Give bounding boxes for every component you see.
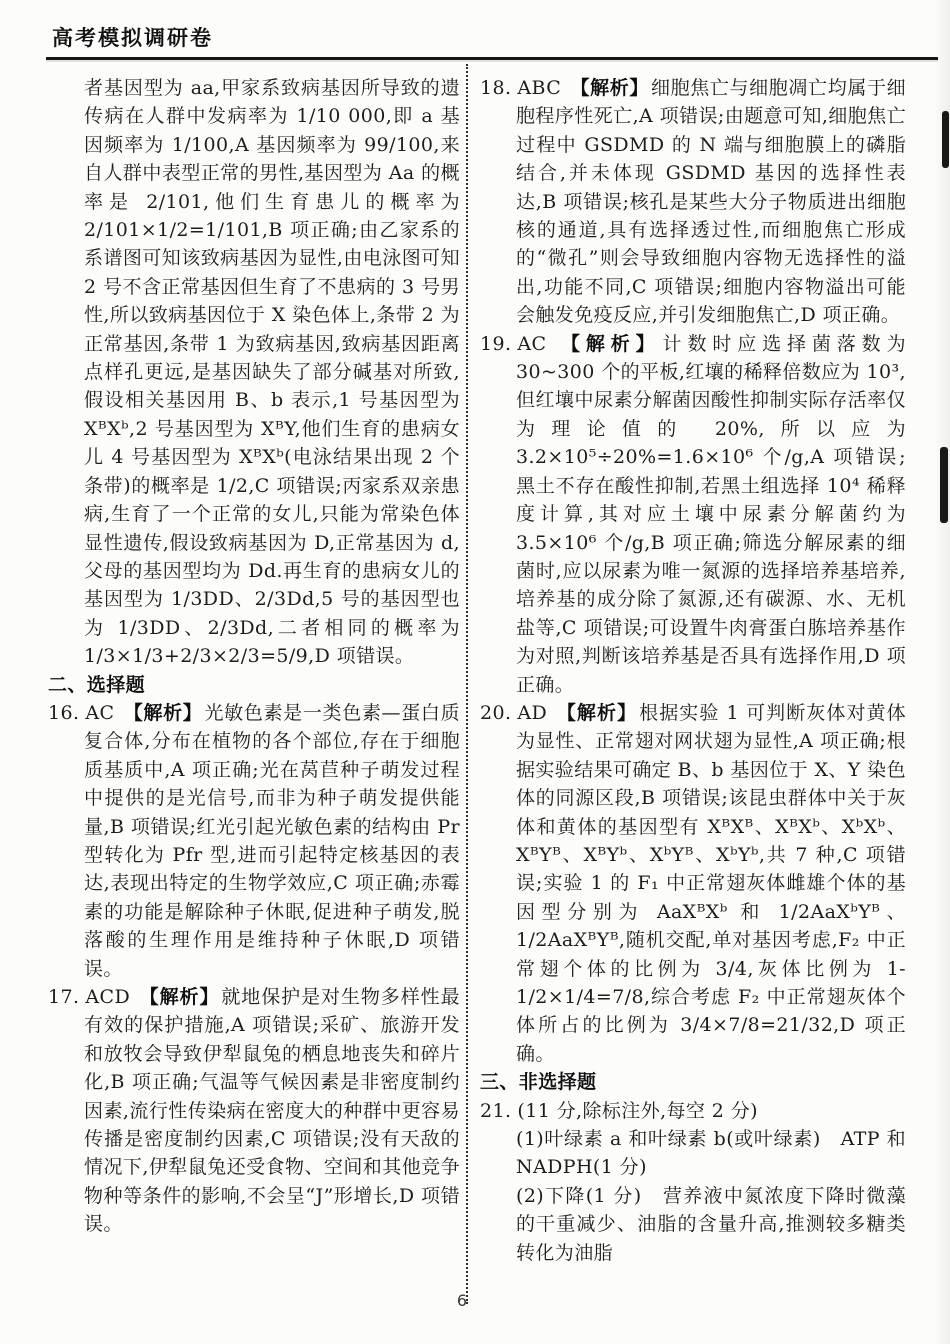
answer-item-20 (480, 699, 906, 1068)
section-title-non-choice-questions: 三、非选择题 (480, 1071, 597, 1094)
item-answer: ACD (85, 986, 131, 1008)
item-analysis-text: 根据实验 1 可判断灰体对黄体为显性、正常翅对网状翅为显性,A 项正确;根据实验结果可确定 B、b 基因位于 X、Y 染色体的同源区段,B 项错误;该昆虫群体中关于灰体和黄体的基因型有 XᴮXᴮ、XᴮXᵇ、XᵇXᵇ、XᴮYᴮ、XᴮYᵇ、XᵇYᴮ、XᵇYᵇ,共 7 种,C 项错误;实验 1 的 F₁ 中正常翅灰体雌雄个体的基因型分别为 AaXᴮXᵇ 和 1/2AaXᵇYᴮ、1/2AaXᴮYᴮ,随机交配,单对基因考虑,F₂ 中正常翅个体的比例为 3/4,灰体比例为 1-1/2×1/4=7/8,综合考虑 F₂ 中正常翅灰体个体所占的比例为 3/4×7/8=21/32,D 项正确。 (516, 701, 906, 1065)
column-divider (466, 64, 468, 1304)
analysis-tag: 【解析】 (555, 332, 661, 355)
answer-item-17 (48, 983, 460, 1239)
analysis-tag: 【解析】 (123, 701, 203, 724)
item-number: 19. (480, 332, 512, 355)
item-21-blank-1: (1)叶绿素 a 和叶绿素 b(或叶绿素) ATP 和 NADPH(1 分) (516, 1128, 906, 1179)
page-number-text: 6 (456, 1291, 468, 1310)
item-answer: ABC (517, 77, 562, 99)
item-number: 21. (480, 1099, 512, 1122)
item-answer: AC (85, 701, 115, 724)
section-title-choice-questions: 二、选择题 (48, 673, 146, 696)
item-number: 18. (480, 77, 512, 99)
header-rule (46, 57, 938, 60)
item-21-header (480, 1097, 906, 1125)
item-answer: AC (517, 332, 547, 355)
answer-continuation-paragraph: 者基因型为 aa,甲家系致病基因所导致的遗传病在人群中发病率为 1/10 000,即 a 基因频率为 1/100,A 基因频率为 99/100,来自人群中表型正常的男性,基因型为 Aa 的概率是 2/101,他们生育患儿的概率为 2/101×1/2=1/101,B 项正确;由乙家系的系谱图可知该致病基因为显性,由电泳图可知 2 号不含正常基因但生育了不患病的 3 号男性,所以致病基因位于 X 染色体上,条带 2 为正常基因,条带 1 为致病基因,致病基因距离点样孔更远,是基因缺失了部分碱基对所致,假设相关基因用 B、b 表示,1 号基因型为 XᴮXᵇ,2 号基因型为 XᴮY,他们生育的患病女儿 4 号基因型为 XᴮXᵇ(电泳结果出现 2 个条带)的概率是 1/2,C 项错误;丙家系双亲患病,生育了一个正常的女儿,只能为常染色体显性遗传,假设致病基因为 D,正常基因为 d,父母的基因型均为 Dd.再生育的患病女儿的基因型为 1/3DD、2/3Dd,5 号的基因型也为 1/3DD、2/3Dd,二者相同的概率为 1/3×1/3+2/3×2/3=5/9,D 项错误。 (84, 77, 460, 668)
item-21-blank-2: (2)下降(1 分) 营养液中氮浓度下降时微藻的干重减少、油脂的含量升高,推测较多糖类转化为油脂 (516, 1184, 906, 1264)
page-title: 高考模拟调研卷 (52, 25, 213, 50)
item-number: 16. (48, 701, 80, 724)
item-analysis-text: 细胞焦亡与细胞凋亡均属于细胞程序性死亡,A 项错误;由题意可知,细胞焦亡过程中 GSDMD 的 N 端与细胞膜上的磷脂结合,并未体现 GSDMD 基因的选择性表达,B 项错误;核孔是某些大分子物质进出细胞核的通道,具有选择透过性,而细胞焦亡形成的“微孔”则会导致细胞内容物无选择性的溢出,功能不同,C 项错误;细胞内容物溢出可能会触发免疫反应,并引发细胞焦亡,D 项正确。 (516, 77, 906, 327)
analysis-tag: 【解析】 (139, 986, 220, 1008)
page-number-partial (452, 1291, 472, 1310)
answer-item-21 (480, 1097, 906, 1267)
analysis-tag: 【解析】 (570, 77, 649, 99)
item-number: 20. (480, 701, 512, 724)
page-edge-shadow (934, 0, 950, 1344)
analysis-tag: 【解析】 (556, 701, 638, 724)
scan-artifact-mark (942, 111, 949, 168)
item-21-points-note: (11 分,除标注外,每空 2 分) (517, 1099, 758, 1122)
item-analysis-text: 计数时应选择菌落数为 30~300 个的平板,红壤的稀释倍数应为 10³,但红壤中尿素分解菌因酸性抑制实际存活率仅为理论值的 20%,所以应为 3.2×10⁵÷20%=1.6×10⁶ 个/g,A 项错误;黑土不存在酸性抑制,若黑土组选择 10⁴ 稀释度计算,其对应土壤中尿素分解菌约为 3.5×10⁶ 个/g,B 项正确;筛选分解尿素的细菌时,应以尿素为唯一氮源的选择培养基培养,培养基的成分除了氮源,还有碳源、水、无机盐等,C 项错误;可设置牛肉膏蛋白胨培养基作为对照,判断该培养基是否具有选择作用,D 项正确。 (516, 332, 906, 696)
scan-artifact-mark (940, 447, 948, 523)
item-analysis-text: 光敏色素是一类色素—蛋白质复合体,分布在植物的各个部位,存在于细胞质基质中,A 项正确;光在莴苣种子萌发过程中提供的是光信号,而非为种子萌发提供能量,B 项错误;红光引起光敏色素的结构由 Pr 型转化为 Pfr 型,进而引起特定核基因的表达,表现出特定的生物学效应,C 项正确;赤霉素的功能是解除种子休眠,促进种子萌发,脱落酸的生理作用是维持种子休眠,D 项错误。 (84, 701, 460, 980)
item-analysis-text: 就地保护是对生物多样性最有效的保护措施,A 项错误;采矿、旅游开发和放牧会导致伊犁鼠兔的栖息地丧失和碎片化,B 项正确;气温等气候因素是非密度制约因素,流行性传染病在密度大的种群中更容易传播是密度制约因素,C 项错误;没有天敌的情况下,伊犁鼠兔还受食物、空间和其他竞争物种等条件的影响,不会呈“J”形增长,D 项错误。 (84, 986, 460, 1236)
item-number: 17. (48, 986, 80, 1008)
answer-item-16 (48, 699, 460, 983)
right-column (480, 74, 906, 1267)
left-column (48, 74, 460, 1239)
answer-item-18 (480, 74, 906, 330)
item-answer: AD (517, 701, 548, 724)
answer-item-19 (480, 330, 906, 699)
